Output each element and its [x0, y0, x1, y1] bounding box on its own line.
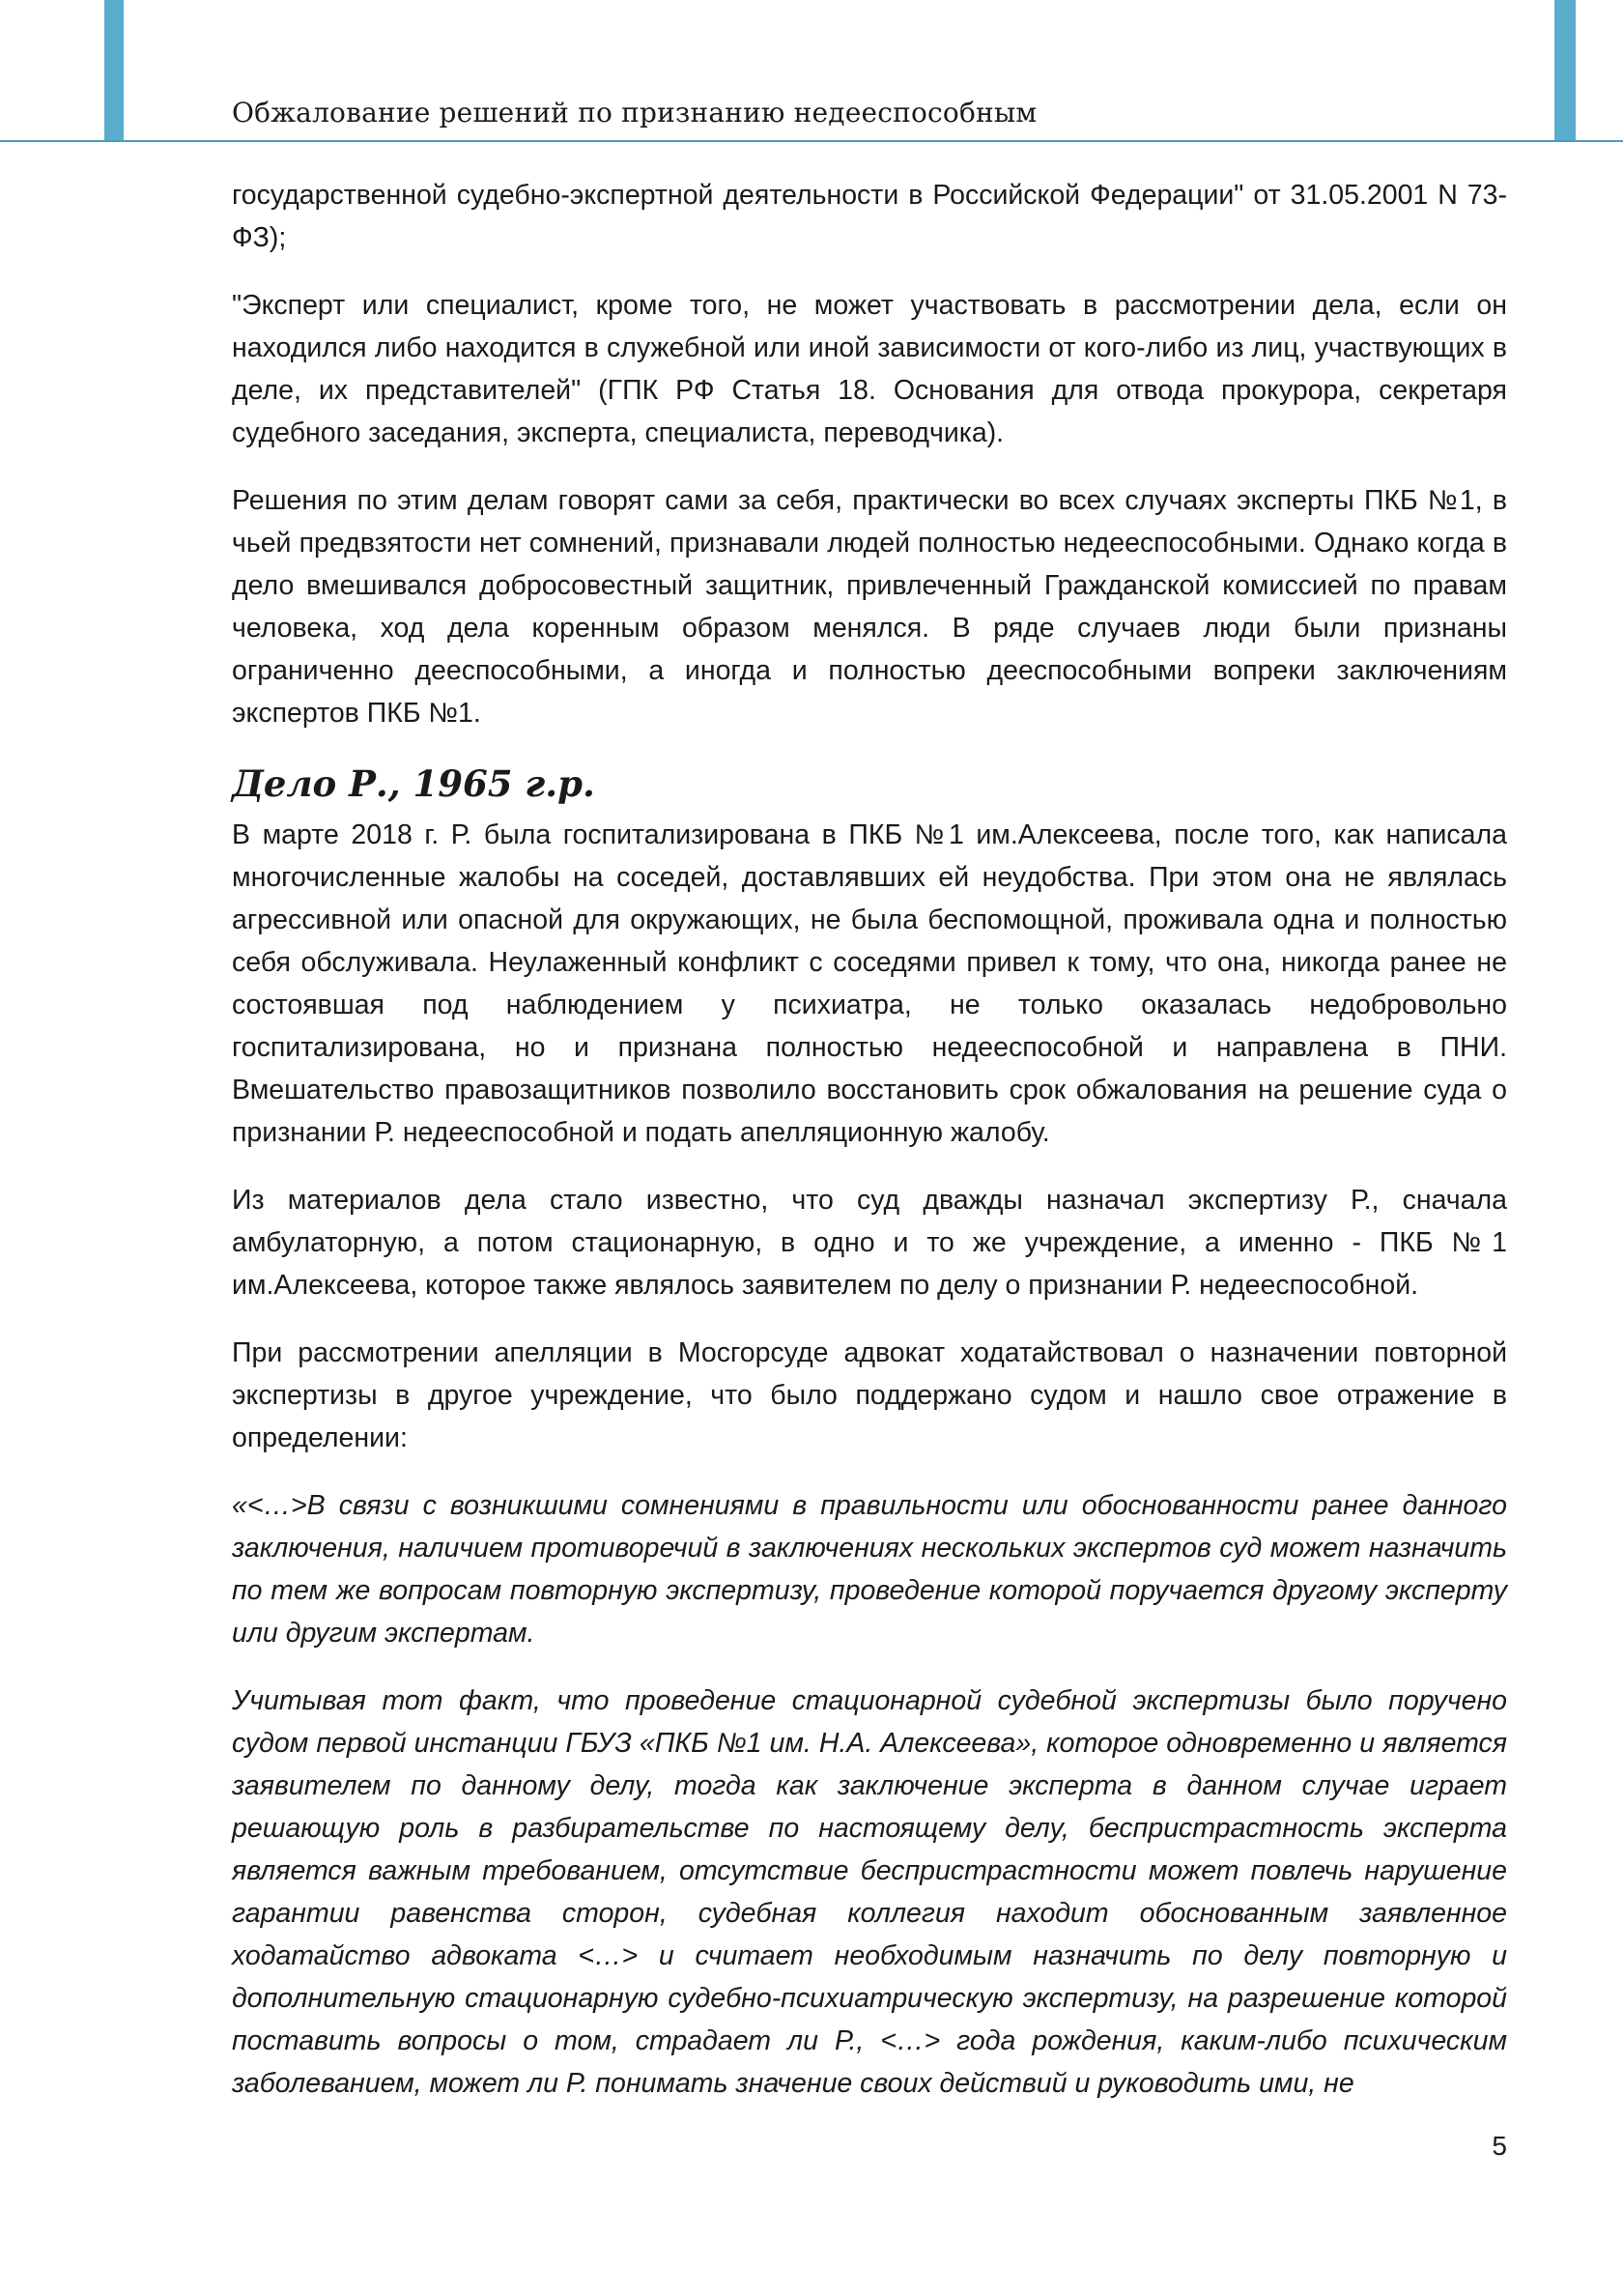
court-ruling-quote-2: Учитывая тот факт, что проведение стационарной судебной экспертизы было поручено судом первой инстанции ГБУЗ «ПКБ №1 им. Н.А. Алексеева», которое одновременно и является заявителем по данному делу, тогда как заключение эксперта в данном случае играет решающую роль в разбирательстве по настоящему делу, беспристрастность эксперта является важным требованием, отсутствие беспристрастности может повлечь нарушение гарантии равенства сторон, судебная коллегия находит обоснованным заявленное ходатайство адвоката <…> и считает необходимым назначить по делу повторную и дополнительную стационарную судебно-психиатрическую экспертизу, на разрешение которой поставить вопросы о том, страдает ли Р., <…> года рождения, каким-либо психическим заболеванием, может ли Р. понимать значение своих действий и руководить ими, не	[232, 1685, 1507, 2099]
case-heading: Дело Р., 1965 г.р.	[232, 762, 595, 805]
header-decoration-right	[1554, 0, 1576, 140]
court-ruling-quote-1: «<…>В связи с возникшими сомнениями в правильности или обоснованности ранее данного заключения, наличием противоречий в заключениях нескольких экспертов суд может назначить по тем же вопросам повторную экспертизу, проведение которой поручается другому эксперту или другим экспертам.	[232, 1490, 1507, 1649]
running-header-title: Обжалование решений по признанию недееспособным	[232, 97, 1038, 129]
paragraph-law-reference: государственной судебно-экспертной деятельности в Российской Федерации" от 31.05.2001 N 73-ФЗ);	[232, 180, 1507, 253]
header-decoration-left	[104, 0, 124, 140]
paragraph-case-materials: Из материалов дела стало известно, что суд дважды назначал экспертизу Р., сначала амбулаторную, а потом стационарную, в одно и то же учреждение, а именно - ПКБ №1 им.Алексеева, которое также являлось заявителем по делу о признании Р. недееспособной.	[232, 1185, 1507, 1301]
header-divider	[0, 140, 1623, 142]
paragraph-case-background: В марте 2018 г. Р. была госпитализирована в ПКБ №1 им.Алексеева, после того, как написала многочисленные жалобы на соседей, доставлявших ей неудобства. При этом она не являлась агрессивной или опасной для окружающих, не была беспомощной, проживала одна и полностью себя обслуживала. Неулаженный конфликт с соседями привел к тому, что она, никогда ранее не состоявшая под наблюдением у психиатра, не только оказалась недобровольно госпитализирована, но и признана полностью недееспособной и направлена в ПНИ. Вмешательство правозащитников позволило восстановить срок обжалования на решение суда о признании Р. недееспособной и подать апелляционную жалобу.	[232, 819, 1507, 1148]
page-body	[232, 174, 1507, 2130]
page-number: 5	[1492, 2131, 1507, 2161]
paragraph-appeal: При рассмотрении апелляции в Мосгорсуде адвокат ходатайствовал о назначении повторной экспертизы в другое учреждение, что было поддержано судом и нашло свое отражение в определении:	[232, 1337, 1507, 1453]
paragraph-gpk-quote: "Эксперт или специалист, кроме того, не может участвовать в рассмотрении дела, если он находился либо находится в служебной или иной зависимости от кого-либо из лиц, участвующих в деле, их представителей" (ГПК РФ Статья 18. Основания для отвода прокурора, секретаря судебного заседания, эксперта, специалиста, переводчика).	[232, 290, 1507, 448]
paragraph-decisions-summary: Решения по этим делам говорят сами за себя, практически во всех случаях эксперты ПКБ №1, в чьей предвзятости нет сомнений, признавали людей полностью недееспособными. Однако когда в дело вмешивался добросовестный защитник, привлеченный Гражданской комиссией по правам человека, ход дела коренным образом менялся. В ряде случаев люди были признаны ограниченно дееспособными, а иногда и полностью дееспособными вопреки заключениям экспертов ПКБ №1.	[232, 485, 1507, 729]
